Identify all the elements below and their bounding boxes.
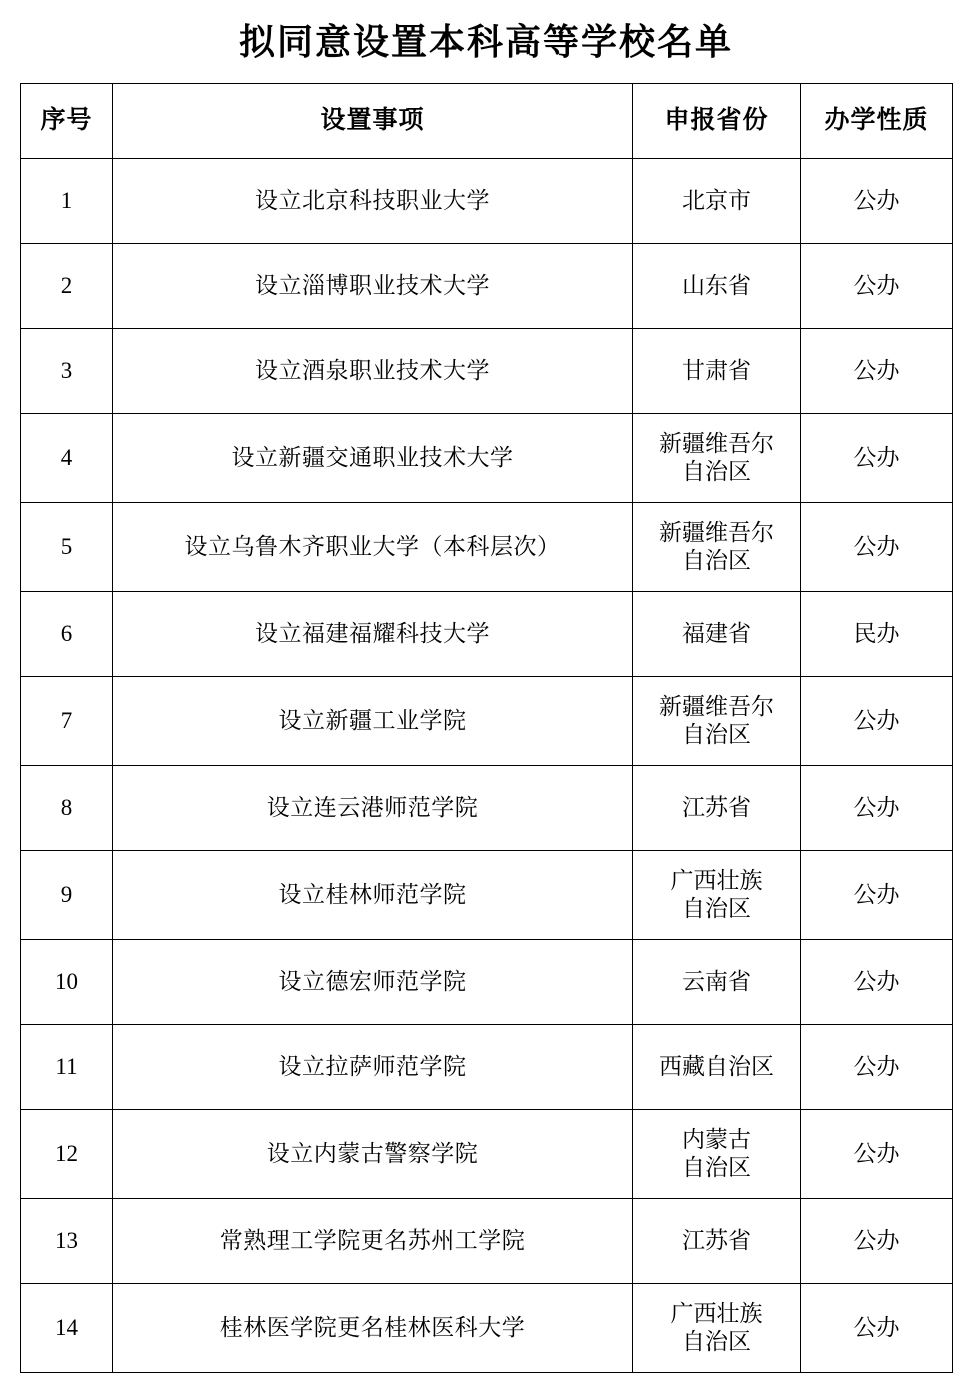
cell-province-line2: 自治区 — [682, 548, 751, 573]
table-row — [21, 329, 953, 414]
cell-province-line1: 山东省 — [682, 272, 751, 298]
table-row — [21, 940, 953, 1025]
cell-province-line1: 内蒙古 — [682, 1126, 751, 1152]
cell-type: 公办 — [801, 1110, 953, 1199]
cell-province-line2: 自治区 — [682, 459, 751, 484]
cell-index: 5 — [21, 503, 113, 592]
cell-index: 3 — [21, 329, 113, 414]
table-row — [21, 851, 953, 940]
cell-province — [633, 940, 801, 1025]
cell-index: 14 — [21, 1284, 113, 1373]
cell-type: 公办 — [801, 677, 953, 766]
table-header-row — [21, 84, 953, 159]
table-row — [21, 1025, 953, 1110]
column-header-item: 设置事项 — [113, 84, 633, 159]
cell-province-line1: 云南省 — [682, 968, 751, 994]
cell-province — [633, 503, 801, 592]
cell-index: 6 — [21, 592, 113, 677]
cell-item: 常熟理工学院更名苏州工学院 — [113, 1199, 633, 1284]
cell-type: 公办 — [801, 414, 953, 503]
column-header-type: 办学性质 — [801, 84, 953, 159]
cell-province — [633, 159, 801, 244]
cell-province-line1: 新疆维吾尔 — [659, 693, 774, 719]
cell-item: 设立内蒙古警察学院 — [113, 1110, 633, 1199]
cell-province — [633, 766, 801, 851]
cell-province-line1: 北京市 — [682, 187, 751, 213]
cell-province — [633, 1110, 801, 1199]
table-row — [21, 414, 953, 503]
table-row — [21, 766, 953, 851]
cell-province-line2: 自治区 — [682, 1329, 751, 1354]
cell-province-line1: 福建省 — [682, 620, 751, 646]
cell-type: 公办 — [801, 940, 953, 1025]
table-row — [21, 677, 953, 766]
cell-province-line1: 新疆维吾尔 — [659, 519, 774, 545]
cell-item: 设立新疆工业学院 — [113, 677, 633, 766]
table-row — [21, 592, 953, 677]
cell-index: 12 — [21, 1110, 113, 1199]
cell-item: 设立桂林师范学院 — [113, 851, 633, 940]
cell-province — [633, 414, 801, 503]
table-row — [21, 503, 953, 592]
cell-index: 11 — [21, 1025, 113, 1110]
cell-item: 设立福建福耀科技大学 — [113, 592, 633, 677]
table-row — [21, 244, 953, 329]
cell-province-line1: 江苏省 — [682, 794, 751, 820]
cell-province-line1: 新疆维吾尔 — [659, 430, 774, 456]
page-title: 拟同意设置本科高等学校名单 — [238, 22, 733, 62]
cell-province — [633, 1199, 801, 1284]
cell-province — [633, 1025, 801, 1110]
cell-province — [633, 244, 801, 329]
cell-item: 设立酒泉职业技术大学 — [113, 329, 633, 414]
cell-item: 设立北京科技职业大学 — [113, 159, 633, 244]
cell-province-line2: 自治区 — [682, 722, 751, 747]
university-list-table — [20, 83, 953, 1373]
table-row — [21, 159, 953, 244]
cell-index: 9 — [21, 851, 113, 940]
cell-province — [633, 1284, 801, 1373]
cell-index: 2 — [21, 244, 113, 329]
cell-province-line1: 广西壮族 — [670, 867, 763, 893]
cell-type: 公办 — [801, 1284, 953, 1373]
cell-index: 8 — [21, 766, 113, 851]
cell-item: 桂林医学院更名桂林医科大学 — [113, 1284, 633, 1373]
column-header-index: 序号 — [21, 84, 113, 159]
cell-province-line1: 甘肃省 — [682, 357, 751, 383]
cell-type: 公办 — [801, 851, 953, 940]
cell-province — [633, 592, 801, 677]
cell-item: 设立连云港师范学院 — [113, 766, 633, 851]
cell-type: 公办 — [801, 1025, 953, 1110]
cell-index: 7 — [21, 677, 113, 766]
cell-type: 民办 — [801, 592, 953, 677]
cell-type: 公办 — [801, 503, 953, 592]
cell-province — [633, 329, 801, 414]
cell-item: 设立德宏师范学院 — [113, 940, 633, 1025]
cell-type: 公办 — [801, 244, 953, 329]
cell-item: 设立拉萨师范学院 — [113, 1025, 633, 1110]
cell-province — [633, 851, 801, 940]
table-row — [21, 1199, 953, 1284]
cell-type: 公办 — [801, 1199, 953, 1284]
table-row — [21, 1284, 953, 1373]
cell-index: 10 — [21, 940, 113, 1025]
cell-type: 公办 — [801, 159, 953, 244]
table-container — [0, 83, 972, 1373]
cell-type: 公办 — [801, 329, 953, 414]
cell-province — [633, 677, 801, 766]
cell-index: 1 — [21, 159, 113, 244]
cell-province-line2: 自治区 — [682, 1155, 751, 1180]
cell-item: 设立新疆交通职业技术大学 — [113, 414, 633, 503]
cell-item: 设立淄博职业技术大学 — [113, 244, 633, 329]
cell-province-line1: 广西壮族 — [670, 1300, 763, 1326]
table-row — [21, 1110, 953, 1199]
cell-province-line1: 江苏省 — [682, 1227, 751, 1253]
cell-item: 设立乌鲁木齐职业大学（本科层次） — [113, 503, 633, 592]
cell-index: 13 — [21, 1199, 113, 1284]
cell-province-line1: 西藏自治区 — [659, 1053, 774, 1079]
cell-type: 公办 — [801, 766, 953, 851]
cell-province-line2: 自治区 — [682, 896, 751, 921]
table-header — [21, 84, 953, 159]
column-header-province: 申报省份 — [633, 84, 801, 159]
cell-index: 4 — [21, 414, 113, 503]
table-body — [21, 159, 953, 1373]
